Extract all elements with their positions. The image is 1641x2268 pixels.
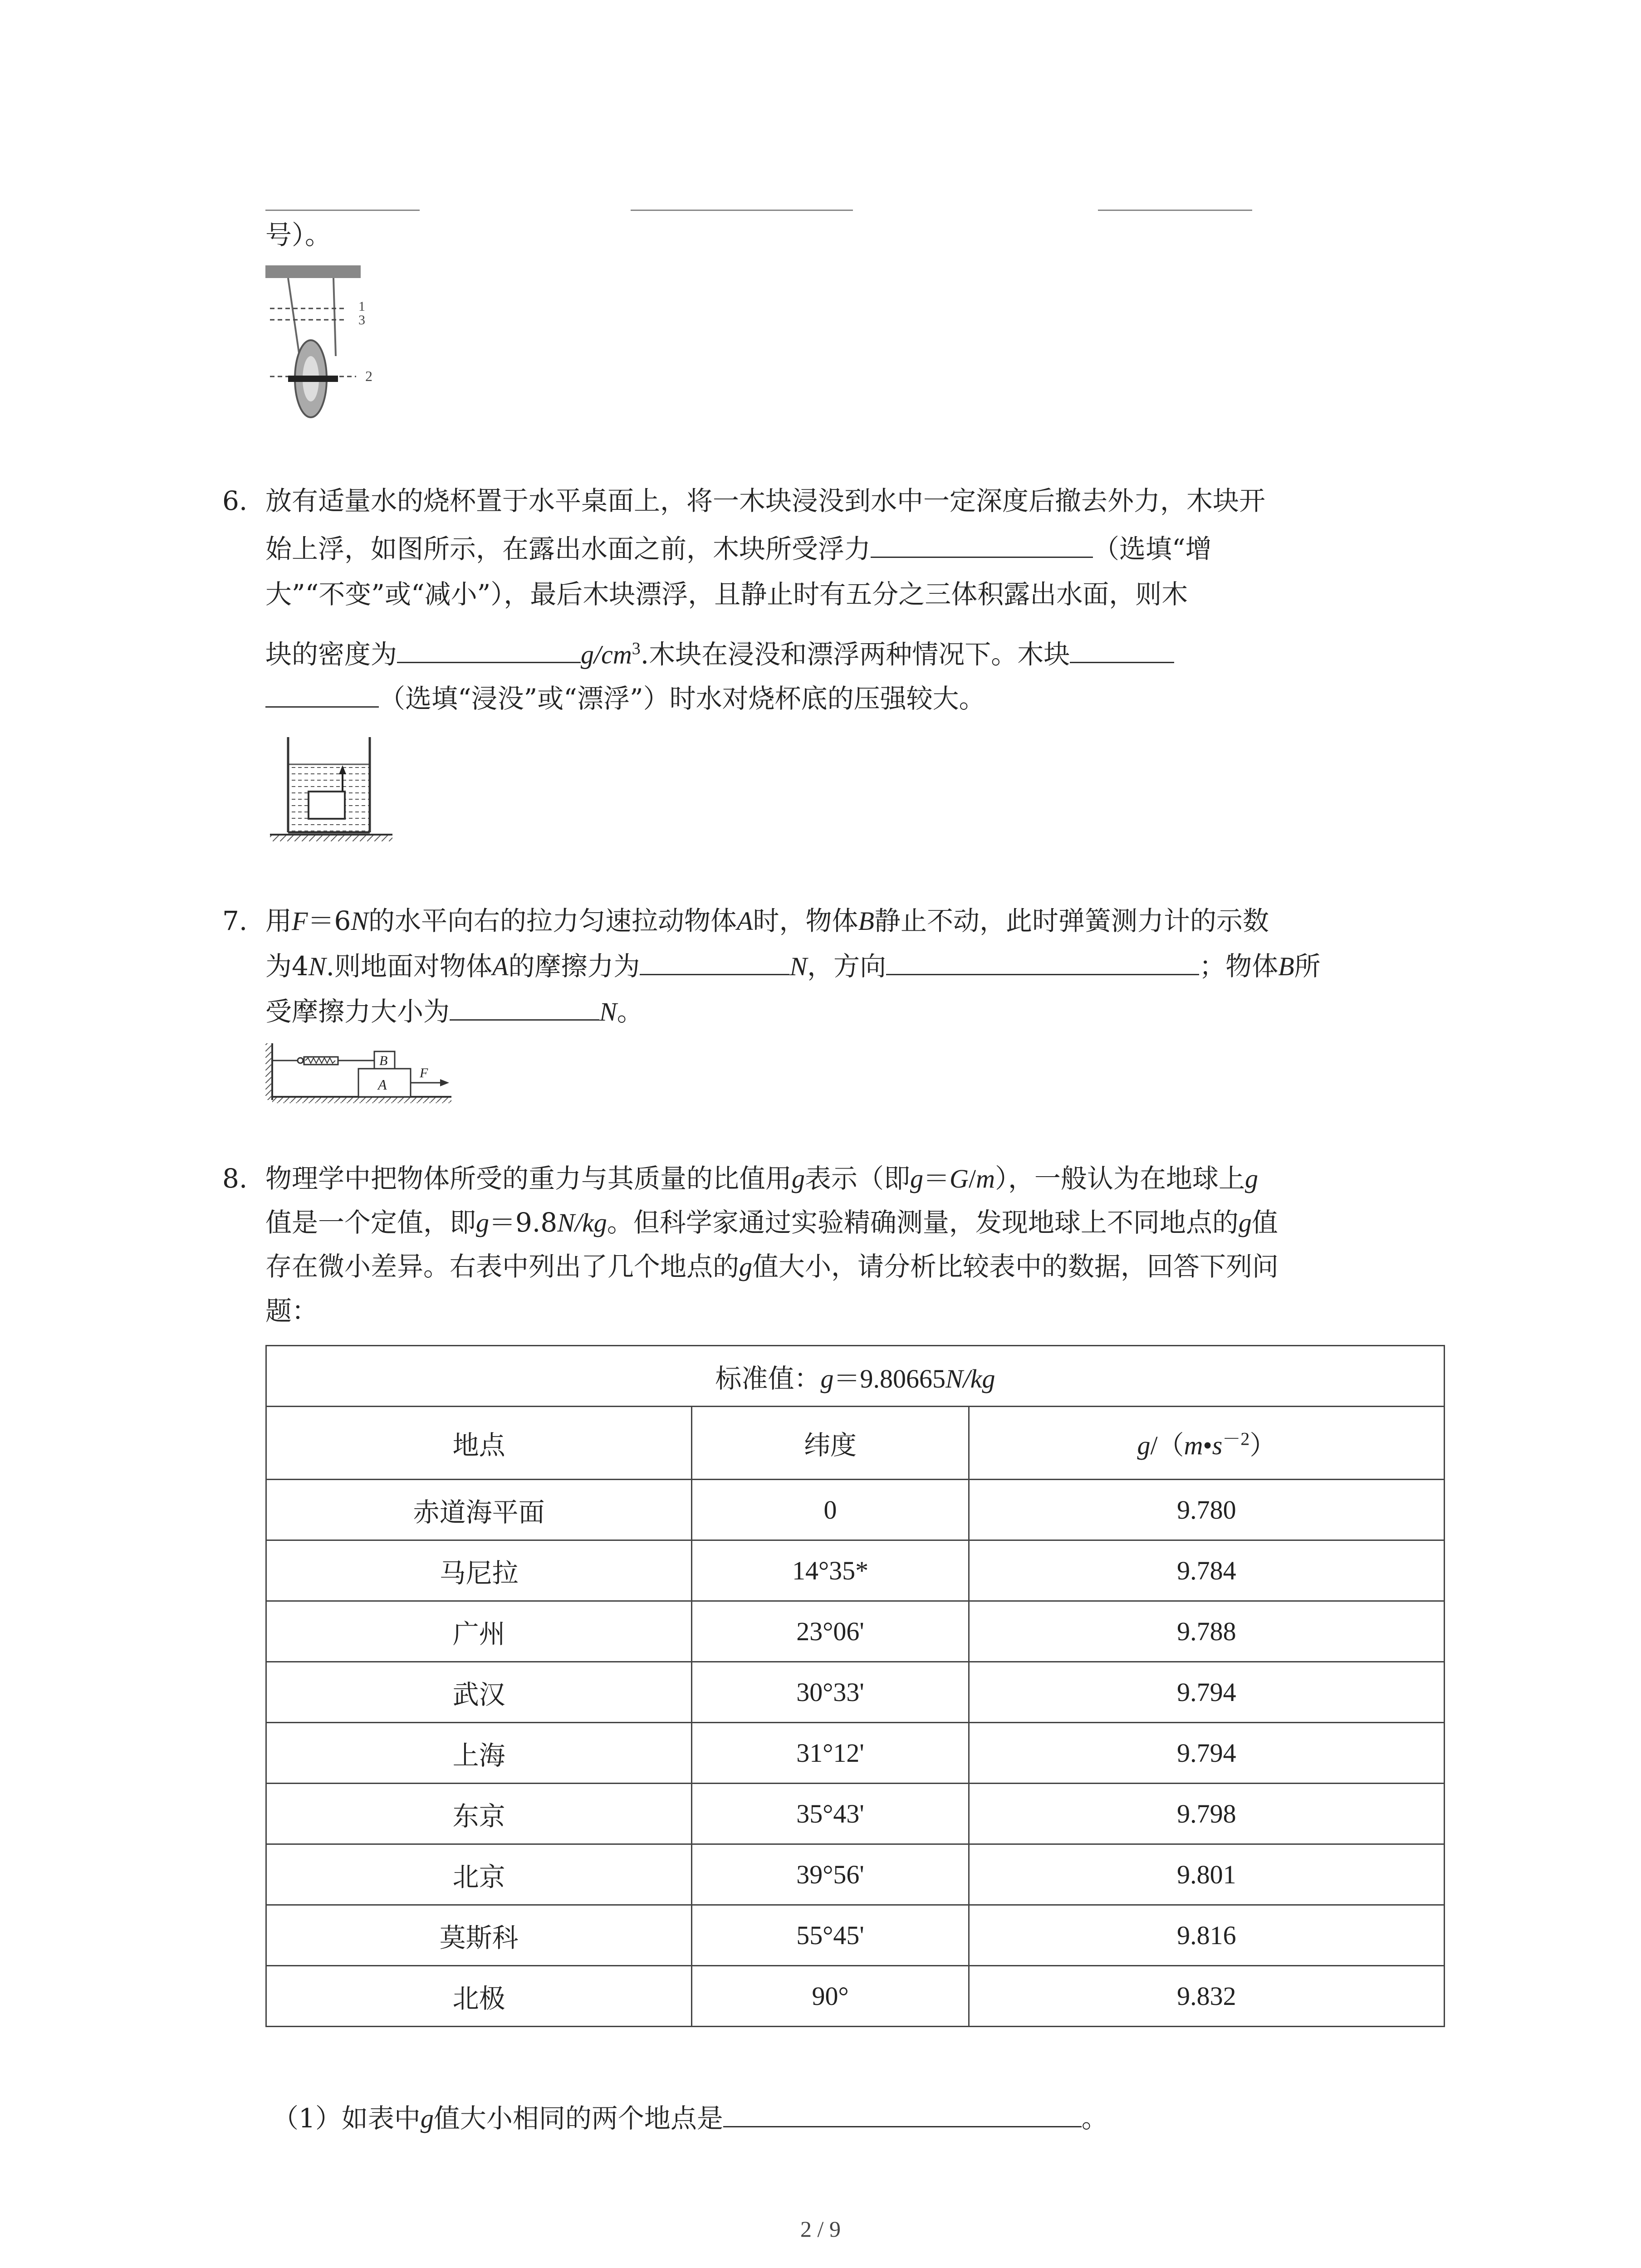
table-row xyxy=(266,1662,1445,1723)
cell-place: 马尼拉 xyxy=(266,1540,692,1601)
cell-g: 9.816 xyxy=(969,1905,1444,1966)
cell-lat: 90° xyxy=(692,1966,969,2027)
top-blank-3 xyxy=(1098,210,1252,211)
svg-text:B: B xyxy=(379,1053,388,1068)
top-fragment: 号）。 xyxy=(265,220,332,250)
q8-sub1-blank[interactable] xyxy=(723,2101,1082,2127)
cell-lat: 35°43' xyxy=(692,1784,969,1844)
cell-place: 赤道海平面 xyxy=(266,1480,692,1540)
table-standard-row xyxy=(266,1346,1445,1407)
cell-place: 武汉 xyxy=(266,1662,692,1723)
cell-g: 9.794 xyxy=(969,1723,1444,1784)
q6-line4: 块的密度为 $g/cm^3$.木块在浸没和漂浮两种情况下。木块 xyxy=(265,631,1174,673)
cell-lat: 39°56' xyxy=(692,1844,969,1905)
table-row xyxy=(266,1601,1445,1662)
svg-text:2: 2 xyxy=(365,368,372,384)
suspended-disc-figure xyxy=(265,261,388,431)
cell-lat: 23°06' xyxy=(692,1601,969,1662)
cell-lat: 30°33' xyxy=(692,1662,969,1723)
table-row xyxy=(266,1540,1445,1601)
table-row xyxy=(266,1784,1445,1844)
q7-line1: 用F＝6N的水平向右的拉力匀速拉动物体A时，物体B静止不动，此时弹簧测力计的示数 xyxy=(265,905,1269,936)
q6-line3: 大”“不变”或“减小”），最后木块漂浮，且静止时有五分之三体积露出水面，则木 xyxy=(265,579,1188,610)
table-header-row xyxy=(266,1407,1445,1480)
cell-g: 9.780 xyxy=(969,1480,1444,1540)
page-number: 2 / 9 xyxy=(800,2216,841,2242)
cell-place: 东京 xyxy=(266,1784,692,1844)
svg-text:A: A xyxy=(378,1076,387,1093)
q8-line1: 物理学中把物体所受的重力与其质量的比值用g表示（即g＝G/m），一般认为在地球上g xyxy=(265,1163,1258,1194)
q7-line3: 受摩擦力大小为 N。 xyxy=(265,993,643,1030)
cell-lat: 31°12' xyxy=(692,1723,969,1784)
cell-g: 9.801 xyxy=(969,1844,1444,1905)
cell-place: 上海 xyxy=(266,1723,692,1784)
table-row xyxy=(266,1480,1445,1540)
g-value-table xyxy=(265,1345,1445,2027)
q8-line3: 存在微小差异。右表中列出了几个地点的g值大小，请分析比较表中的数据，回答下列问 xyxy=(265,1251,1279,1282)
q8-number: 8. xyxy=(222,1163,248,1194)
header-place: 地点 xyxy=(266,1407,692,1480)
top-blank-2 xyxy=(631,210,853,211)
q7-blank-friction-a[interactable] xyxy=(640,948,789,975)
cell-place: 广州 xyxy=(266,1601,692,1662)
q6-line5: （选填“浸没”或“漂浮”）时水对烧杯底的压强较大。 xyxy=(265,680,985,717)
table-row xyxy=(266,1723,1445,1784)
q7-blank-friction-b[interactable] xyxy=(450,994,599,1021)
cell-g: 9.788 xyxy=(969,1601,1444,1662)
cell-g: 9.798 xyxy=(969,1784,1444,1844)
header-g: $g/(m•s^{-2})$ xyxy=(969,1407,1444,1480)
q6-number: 6. xyxy=(222,485,248,516)
svg-text:1: 1 xyxy=(358,299,365,314)
top-blank-1 xyxy=(265,210,420,211)
svg-text:F: F xyxy=(420,1066,428,1080)
q6-line2: 始上浮，如图所示，在露出水面之前，木块所受浮力 （选填“增 xyxy=(265,531,1212,567)
cell-g: 9.832 xyxy=(969,1966,1444,2027)
spring-blocks-figure xyxy=(265,1039,456,1105)
table-row xyxy=(266,1844,1445,1905)
table-row xyxy=(266,1905,1445,1966)
q7-blank-direction[interactable] xyxy=(886,948,1199,975)
q6-blank-case-part1[interactable] xyxy=(1070,636,1174,663)
cell-place: 莫斯科 xyxy=(266,1905,692,1966)
table-standard-cell: 标准值：g＝9.80665N/kg xyxy=(266,1346,1445,1407)
cell-place: 北极 xyxy=(266,1966,692,2027)
cell-lat: 14°35* xyxy=(692,1540,969,1601)
q6-line1: 放有适量水的烧杯置于水平桌面上，将一木块浸没到水中一定深度后撤去外力，木块开 xyxy=(265,485,1266,516)
q8-sub1: （1）如表中g值大小相同的两个地点是 。 xyxy=(272,2100,1108,2137)
beaker-block-figure xyxy=(265,733,402,841)
q8-line2: 值是一个定值，即g＝9.8N/kg。但科学家通过实验精确测量，发现地球上不同地点的g值 xyxy=(265,1207,1278,1238)
q6-blank-density[interactable] xyxy=(397,636,581,663)
table-row xyxy=(266,1966,1445,2027)
cell-g: 9.794 xyxy=(969,1662,1444,1723)
q8-line4: 题： xyxy=(265,1295,318,1326)
q7-line2: 为4N.则地面对物体A的摩擦力为 N，方向 ；物体B所 xyxy=(265,948,1321,985)
header-latitude: 纬度 xyxy=(692,1407,969,1480)
cell-g: 9.784 xyxy=(969,1540,1444,1601)
cell-lat: 55°45' xyxy=(692,1905,969,1966)
cell-lat: 0 xyxy=(692,1480,969,1540)
q7-number: 7. xyxy=(222,905,248,936)
q6-blank-buoyancy[interactable] xyxy=(871,531,1093,558)
q6-blank-case-part2[interactable] xyxy=(265,681,379,708)
svg-text:3: 3 xyxy=(358,313,365,327)
cell-place: 北京 xyxy=(266,1844,692,1905)
